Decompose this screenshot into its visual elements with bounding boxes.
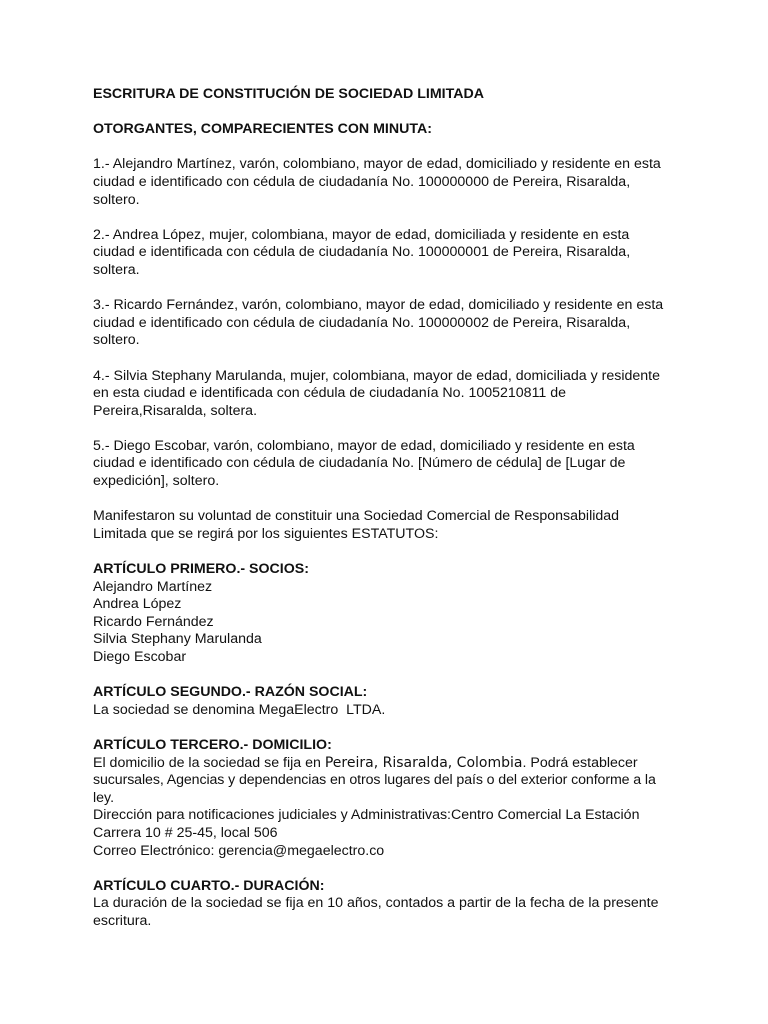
otorgante-5	[93, 438, 683, 491]
otorgante-line: soltero.	[93, 191, 140, 208]
socio-name: Diego Escobar	[93, 649, 187, 665]
domicilio-place: Pereira, Risaralda, Colombia	[324, 754, 523, 771]
manifestacion-paragraph	[93, 508, 683, 543]
articulo-primero-heading: ARTÍCULO PRIMERO.- SOCIOS:	[93, 561, 309, 578]
socio-name: Ricardo Fernández	[93, 613, 214, 630]
manifestacion-line: Limitada que se regirá por los siguientes ESTATUTOS:	[93, 525, 439, 542]
otorgante-line: expedición], soltero.	[93, 473, 220, 490]
articulo-primero	[93, 561, 683, 667]
otorgante-line: en esta ciudad e identificada con cédula de ciudadanía No. 1005210811 de	[93, 385, 567, 402]
otorgante-line: 5.- Diego Escobar, varón, colombiano, mayor de edad, domiciliado y residente en esta	[93, 437, 635, 454]
domicilio-line	[93, 755, 683, 773]
domicilio-pre: El domicilio de la sociedad se fija en	[93, 754, 325, 771]
domicilio-line: ley.	[93, 789, 115, 806]
otorgante-line: 4.- Silvia Stephany Marulanda, mujer, colombiana, mayor de edad, domiciliada y residente	[93, 367, 661, 384]
manifestacion-line: Manifestaron su voluntad de constituir una Sociedad Comercial de Responsabilidad	[93, 508, 620, 525]
duracion-line: escritura.	[93, 912, 152, 929]
otorgante-line: ciudad e identificada con cédula de ciudadanía No. 100000001 de Pereira, Risaralda,	[93, 244, 631, 261]
socio-name: Alejandro Martínez	[93, 578, 213, 595]
document-title: ESCRITURA DE CONSTITUCIÓN DE SOCIEDAD LIMITADA	[93, 86, 484, 102]
articulo-cuarto	[93, 878, 683, 931]
otorgante-line: 1.- Alejandro Martínez, varón, colombiano, mayor de edad, domiciliado y residente en esta	[93, 156, 661, 173]
domicilio-post: . Podrá establecer	[522, 754, 638, 771]
otorgantes-heading: OTORGANTES, COMPARECIENTES CON MINUTA:	[93, 121, 432, 138]
otorgante-line: ciudad e identificado con cédula de ciudadanía No. [Número de cédula] de [Lugar de	[93, 455, 626, 472]
otorgante-2	[93, 227, 683, 280]
otorgante-line: 2.- Andrea López, mujer, colombiana, mayor de edad, domiciliada y residente en esta	[93, 226, 630, 243]
otorgante-line: 3.- Ricardo Fernández, varón, colombiano, mayor de edad, domiciliado y residente en esta	[93, 297, 664, 314]
articulo-segundo-heading: ARTÍCULO SEGUNDO.- RAZÓN SOCIAL:	[93, 684, 368, 701]
otorgante-line: soltero.	[93, 332, 140, 349]
otorgante-line: Pereira,Risaralda, soltera.	[93, 402, 258, 419]
articulo-segundo	[93, 684, 683, 719]
otorgante-line: ciudad e identificado con cédula de ciudadanía No. 100000002 de Pereira, Risaralda,	[93, 314, 631, 331]
otorgante-3	[93, 297, 683, 350]
articulo-cuarto-heading: ARTÍCULO CUARTO.- DURACIÓN:	[93, 877, 325, 894]
articulo-tercero	[93, 737, 683, 860]
document-page	[93, 86, 683, 931]
correo-line: Correo Electrónico: gerencia@megaelectro.co	[93, 842, 385, 859]
direccion-line: Dirección para notificaciones judiciales y Administrativas:Centro Comercial La Estación	[93, 807, 640, 824]
socio-name: Silvia Stephany Marulanda	[93, 631, 262, 648]
otorgante-line: soltera.	[93, 261, 140, 278]
otorgante-1	[93, 156, 683, 209]
direccion-line: Carrera 10 # 25-45, local 506	[93, 824, 278, 841]
domicilio-line: sucursales, Agencias y dependencias en otros lugares del país o del exterior conforme a la	[93, 772, 656, 789]
razon-social-text: La sociedad se denomina MegaElectro LTDA.	[93, 701, 386, 718]
socio-name: Andrea López	[93, 596, 182, 613]
duracion-line: La duración de la sociedad se fija en 10 años, contados a partir de la fecha de la presente	[93, 895, 659, 912]
otorgante-4	[93, 368, 683, 421]
articulo-tercero-heading: ARTÍCULO TERCERO.- DOMICILIO:	[93, 736, 332, 753]
otorgante-line: ciudad e identificado con cédula de ciudadanía No. 100000000 de Pereira, Risaralda,	[93, 173, 631, 190]
